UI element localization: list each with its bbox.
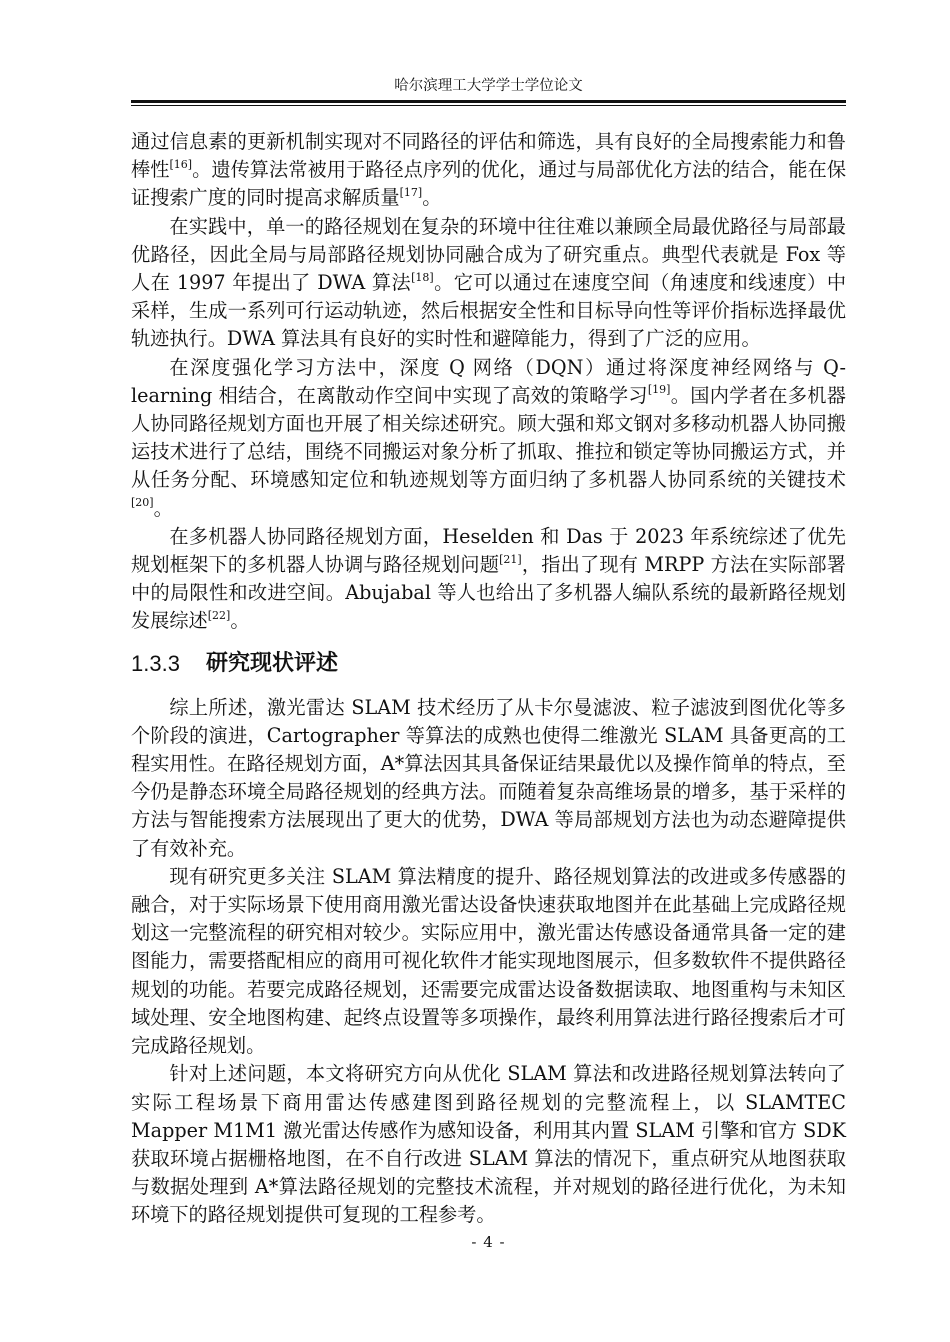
- paragraph-4-text-a: 在多机器人协同路径规划方面，Heselden 和 Das 于 2023 年系统综述了优先规划框架下的多机器人协调与路径规划问题: [131, 524, 846, 577]
- section-number: 1.3.3: [131, 650, 180, 676]
- paragraph-5: 综上所述，激光雷达 SLAM 技术经历了从卡尔曼滤波、粒子滤波到图优化等多个阶段的演进，Cartographer 等算法的成熟也使得二维激光 SLAM 具备更高的工程实用性。在路径规划方面，A*算法因其具备保证结果最优以及操作简单的特点，至今仍是静态环境全局路径规划的经典方法。而随着复杂高维场景的增多，基于采样的方法与智能搜索方法展现出了更大的优势，DWA 等局部规划方法也为动态避障提供了有效补充。: [131, 695, 846, 860]
- body-text: [131, 128, 846, 1230]
- section-title: 研究现状评述: [205, 650, 338, 676]
- paragraph-2: [131, 213, 846, 354]
- citation-22: [22]: [207, 609, 231, 623]
- paragraph-4-text-c: 。: [230, 609, 250, 633]
- paragraph-3: [131, 354, 846, 523]
- paragraph-3-text-a: 在深度强化学习方法中，深度 Q 网络（DQN）通过将深度神经网络与 Q-learning 相结合，在离散动作空间中实现了高效的策略学习: [131, 355, 846, 407]
- citation-21: [21]: [499, 552, 522, 566]
- paragraph-1-text-a: 通过信息素的更新机制实现对不同路径的评估和筛选，具有良好的全局搜索能力和鲁棒性: [131, 130, 846, 182]
- paragraph-1-text-b: 。遗传算法常被用于路径点序列的优化，通过与局部优化方法的结合，能在保证搜索广度的同时提高求解质量: [131, 158, 847, 210]
- paragraph-6: 现有研究更多关注 SLAM 算法精度的提升、路径规划算法的改进或多传感器的融合，对于实际场景下使用商用激光雷达设备快速获取地图并在此基础上完成路径规划这一完整流程的研究相对较少。实际应用中，激光雷达传感设备通常具备一定的建图能力，需要搭配相应的商用可视化软件才能实现地图展示，但多数软件不提供路径规划的功能。若要完成路径规划，还需要完成雷达设备数据读取、地图重构与未知区域处理、安全地图构建、起终点设置等多项操作，最终利用算法进行路径搜索后才可完成路径规划。: [131, 864, 846, 1058]
- paragraph-3-text-c: 。: [153, 496, 173, 520]
- paragraph-2-text-b: 。它可以通过在速度空间（角速度和线速度）中采样，生成一系列可行运动轨迹，然后根据安全性和目标导向性等评价指标选择最优轨迹执行。DWA 算法具有良好的实时性和避障能力，得到了广泛的应用。: [131, 271, 847, 351]
- paragraph-3-text-b: 。国内学者在多机器人协同路径规划方面也开展了相关综述研究。顾大强和郑文钢对多移动机器人协同搬运技术进行了总结，围绕不同搬运对象分析了抓取、推拉和锁定等协同搬运方式，并从任务分配、环境感知定位和轨迹规划等方面归纳了多机器人协同系统的关键技术: [131, 383, 846, 492]
- paragraph-7: 针对上述问题，本文将研究方向从优化 SLAM 算法和改进路径规划算法转向了实际工程场景下商用雷达传感建图到路径规划的完整流程上，以 SLAMTEC Mapper M1M1 激光雷达传感作为感知设备，利用其内置 SLAM 引擎和官方 SDK 获取环境占据栅格地图，在不自行改进 SLAM 算法的情况下，重点研究从地图获取与数据处理到 A*算法路径规划的完整技术流程，并对规划的路径进行优化，为未知环境下的路径规划提供可复现的工程参考。: [131, 1062, 846, 1227]
- paragraph-4-text-b: ，指出了现有 MRPP 方法在实际部署中的局限性和改进空间。Abujabal 等人也给出了多机器人编队系统的最新路径规划发展综述: [131, 553, 846, 633]
- citation-18: [18]: [411, 270, 434, 284]
- paragraph-4: [131, 523, 846, 636]
- paragraph-1: [131, 128, 846, 213]
- citation-20: [20]: [131, 496, 154, 510]
- citation-16: [16]: [169, 157, 193, 171]
- page-number: - 4 -: [471, 1233, 506, 1251]
- citation-19: [19]: [647, 383, 671, 397]
- citation-17: [17]: [399, 186, 423, 200]
- section-heading: [131, 646, 846, 682]
- paragraph-2-text-a: 在实践中，单一的路径规划在复杂的环境中往往难以兼顾全局最优路径与局部最优路径，因此全局与局部路径规划协同融合成为了研究重点。典型代表就是 Fox 等人在 1997 年提出了 DWA 算法: [131, 214, 846, 295]
- header-rule-thick: [131, 100, 846, 103]
- paragraph-1-text-c: 。: [422, 186, 442, 210]
- header-rule-thin: [131, 105, 846, 106]
- running-header: 哈尔滨理工大学学士学位论文: [394, 78, 583, 94]
